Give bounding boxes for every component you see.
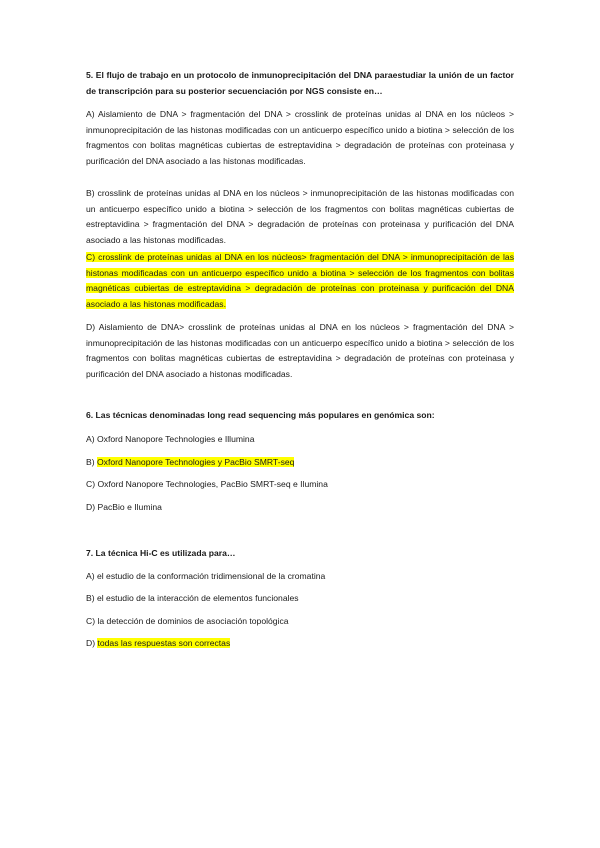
question-7-option-b: B) el estudio de la interacción de elementos funcionales bbox=[86, 593, 299, 603]
highlighted-answer: todas las respuestas son correctas bbox=[97, 638, 231, 648]
question-6-option-b: B) Oxford Nanopore Technologies y PacBio SMRT-seq bbox=[86, 457, 295, 467]
question-5-option-d: D) Aislamiento de DNA> crosslink de proteínas unidas al DNA en los núcleos > fragmentación del DNA > inmunoprecipitación de las histonas modificadas con un anticuerpo específico unido a biotina > selección de los fragmentos con bolitas magnéticas cubiertas de estreptavidina > degradación de proteínas con proteinasa y purificación del DNA asociado a histonas modificadas. bbox=[86, 322, 514, 379]
question-5-option-a: A) Aislamiento de DNA > fragmentación del DNA > crosslink de proteínas unidas al DNA en los núcleos > inmunoprecipitación de las histonas modificadas con un anticuerpo específico unido a biotina > selección de los fragmentos con bolitas magnéticas cubiertas de estreptavidina > degradación de proteínas con proteinasa y purificación del DNA asociado a las histonas modificadas. bbox=[86, 109, 514, 166]
question-5-option-b: B) crosslink de proteínas unidas al DNA en los núcleos > inmunoprecipitación de las histonas modificadas con un anticuerpo específico unido a biotina > selección de los fragmentos con bolitas magnéticas cubiertas de estreptavidina > fragmentación del DNA > degradación de proteínas con proteinasa y purificación del DNA asociado a las histonas modificadas. bbox=[86, 188, 514, 245]
question-7-option-c: C) la detección de dominios de asociación topológica bbox=[86, 616, 289, 626]
highlighted-answer: Oxford Nanopore Technologies y PacBio SMRT-seq bbox=[96, 457, 295, 467]
question-6-title: 6. Las técnicas denominadas long read sequencing más populares en genómica son: bbox=[86, 410, 435, 420]
question-7-title: 7. La técnica Hi-C es utilizada para… bbox=[86, 548, 236, 558]
question-7-option-d: D) todas las respuestas son correctas bbox=[86, 638, 231, 648]
question-6-option-a: A) Oxford Nanopore Technologies e Illumina bbox=[86, 434, 255, 444]
question-5-title: 5. El flujo de trabajo en un protocolo de inmunoprecipitación del DNA paraestudiar la unión de un factor de transcripción para su posterior secuenciación por NGS consiste en… bbox=[86, 70, 514, 96]
question-6-option-d: D) PacBio e Ilumina bbox=[86, 502, 162, 512]
question-7-option-a: A) el estudio de la conformación tridimensional de la cromatina bbox=[86, 571, 326, 581]
highlighted-answer: C) crosslink de proteínas unidas al DNA en los núcleos> fragmentación del DNA > inmunoprecipitación de las histonas modificadas con un anticuerpo específico unido a biotina > selección de los fragmentos con bolitas magnéticas cubiertas de estreptavidina > degradación de proteínas con proteinasa y purificación del DNA asociado a las histonas modificadas. bbox=[86, 252, 514, 309]
question-5-option-c bbox=[86, 250, 514, 312]
question-6-option-c: C) Oxford Nanopore Technologies, PacBio SMRT-seq e Ilumina bbox=[86, 479, 328, 489]
